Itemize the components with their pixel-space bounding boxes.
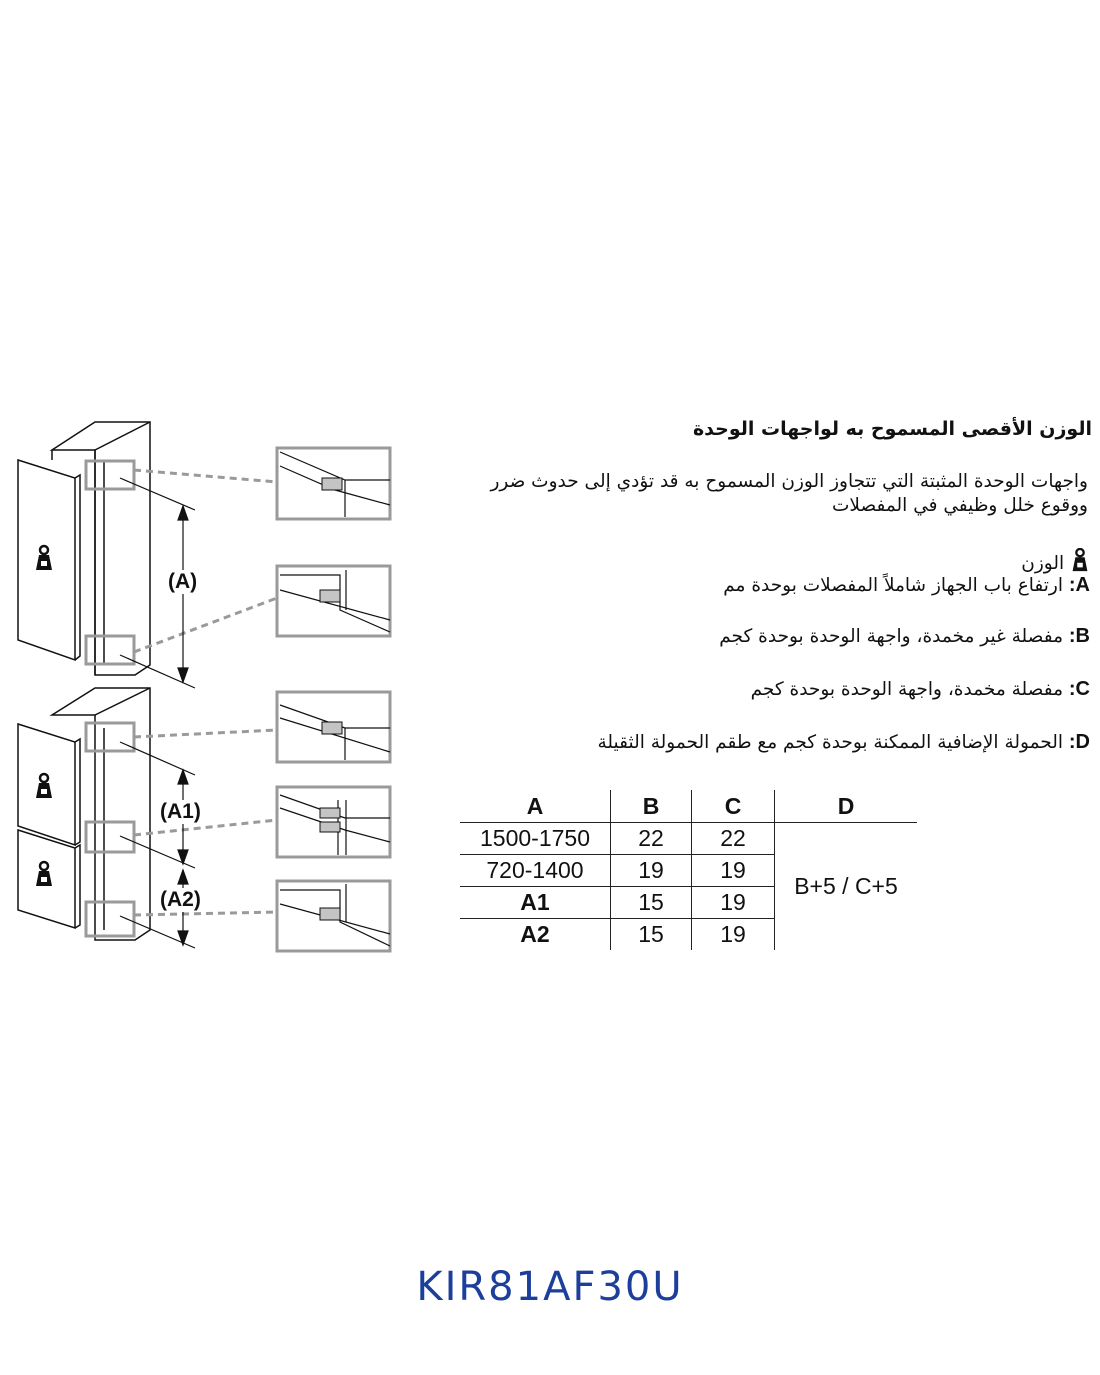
legend-key-b: B: — [1068, 625, 1090, 647]
table-row — [460, 823, 917, 855]
legend-key-a: A: — [1068, 574, 1090, 596]
table-cell: 19 — [692, 919, 775, 951]
table-header-d: D — [775, 790, 918, 823]
table-cell: 15 — [611, 887, 692, 919]
table-cell: 19 — [692, 887, 775, 919]
legend-b — [719, 625, 1090, 648]
section-heading: الوزن الأقصى المسموح به لواجهات الوحدة — [692, 418, 1092, 440]
table-cell: 22 — [611, 823, 692, 855]
dimension-label-a1: (A1) — [160, 800, 201, 823]
table-cell: 19 — [692, 855, 775, 887]
legend-c — [751, 678, 1090, 701]
table-cell: A1 — [460, 887, 611, 919]
legend-weight-text: الوزن — [1021, 553, 1065, 574]
legend-a-text: ارتفاع باب الجهاز شاملاً المفصلات بوحدة مم — [723, 575, 1063, 596]
dimension-label-a2: (A2) — [160, 888, 201, 911]
legend-b-text: مفصلة غير مخمدة، واجهة الوحدة بوحدة كجم — [719, 626, 1063, 647]
dimension-label-a: (A) — [168, 570, 198, 593]
legend-weight — [1021, 548, 1090, 574]
legend-d — [598, 731, 1090, 754]
hinge-detail-middle — [277, 787, 390, 857]
hinge-detail-top — [277, 448, 390, 519]
table-cell: 15 — [611, 919, 692, 951]
table-cell: 720-1400 — [460, 855, 611, 887]
table-header-b: B — [611, 790, 692, 823]
legend-c-text: مفصلة مخمدة، واجهة الوحدة بوحدة كجم — [750, 679, 1063, 700]
weight-table — [460, 790, 917, 950]
table-cell-d: B+5 / C+5 — [794, 873, 898, 899]
hinge-detail-lower-bottom — [277, 881, 390, 951]
model-number: KIR81AF30U — [416, 1264, 684, 1310]
table-header-a: A — [460, 790, 611, 823]
hinge-detail-lower-top — [277, 692, 390, 762]
hinge-detail-bottom — [277, 566, 390, 636]
table-cell: 19 — [611, 855, 692, 887]
legend-a — [723, 574, 1090, 597]
table-header-c: C — [692, 790, 775, 823]
legend-d-text: الحمولة الإضافية الممكنة بوحدة كجم مع طقم الحمولة الثقيلة — [597, 732, 1063, 753]
table-cell: A2 — [460, 919, 611, 951]
intro-paragraph: واجهات الوحدة المثبتة التي تتجاوز الوزن المسموح به قد تؤدي إلى حدوث ضرر ووقوع خلل وظيفي في المفصلات — [490, 471, 1088, 516]
legend-key-d: D: — [1068, 731, 1090, 753]
legend-key-c: C: — [1068, 678, 1090, 700]
table-cell: 22 — [692, 823, 775, 855]
weight-icon — [1070, 548, 1090, 572]
table-cell: 1500-1750 — [460, 823, 611, 855]
